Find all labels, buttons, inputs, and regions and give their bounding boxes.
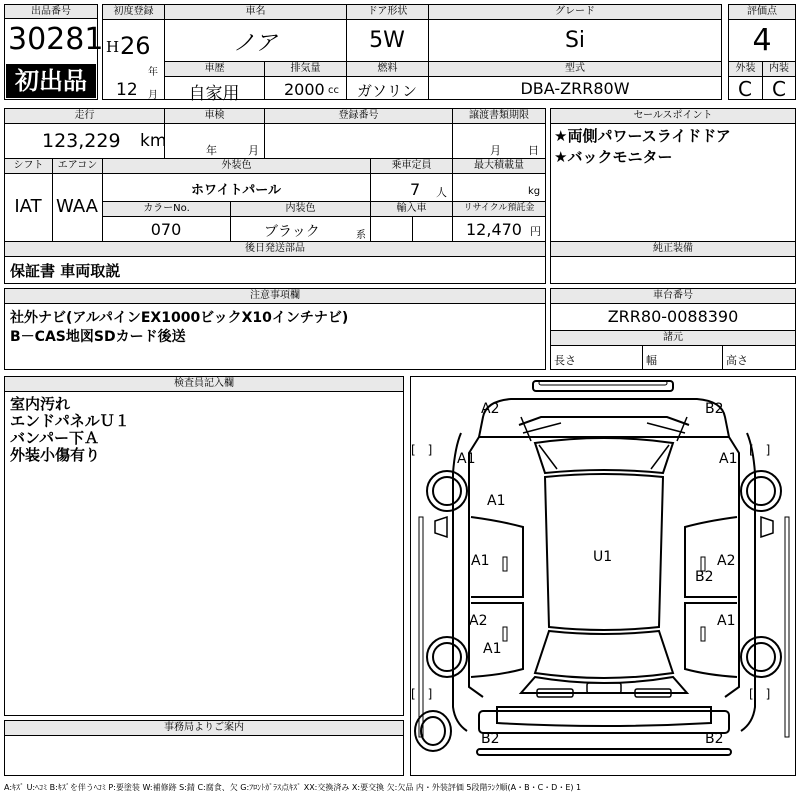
ext-color-value: ホワイトパール bbox=[190, 183, 282, 198]
max-load-label: 最大積載量 bbox=[452, 158, 546, 174]
mark-rear-left-quarter: A1 bbox=[483, 641, 502, 657]
damage-diagram bbox=[410, 376, 796, 776]
mileage-value: 123,229 bbox=[42, 130, 121, 152]
car-name-label: 車名 bbox=[164, 4, 347, 20]
displacement-value: 2000 bbox=[284, 80, 325, 99]
color-no-label: カラーNo. bbox=[102, 201, 231, 217]
history-label: 車歴 bbox=[164, 61, 265, 77]
grade-value: Si bbox=[564, 28, 586, 53]
recycle-value: 12,470 bbox=[466, 220, 522, 239]
sales-points-label: セールスポイント bbox=[550, 108, 796, 124]
mileage-unit: km bbox=[140, 131, 167, 151]
reg-year-unit: 年 bbox=[148, 67, 158, 78]
mark-front-right: B2 bbox=[705, 401, 724, 417]
genuine-label: 純正装備 bbox=[550, 241, 796, 257]
int-color-unit: 系 bbox=[356, 230, 366, 241]
mark-left-door-upper: A1 bbox=[487, 493, 506, 509]
color-no-value: 070 bbox=[150, 220, 182, 239]
model-label: 型式 bbox=[428, 61, 722, 77]
bracket-right-lower: [ ] bbox=[749, 687, 771, 701]
mark-fr-fender: A1 bbox=[719, 451, 738, 467]
score-label: 評価点 bbox=[728, 4, 796, 20]
sales-point-item: ★両側パワースライドドア bbox=[554, 127, 731, 145]
mark-left-door-rear: A2 bbox=[469, 613, 488, 629]
bracket-right-upper: [ ] bbox=[749, 443, 771, 457]
fuel-label: 燃料 bbox=[346, 61, 429, 77]
mark-right-door-front: A2 bbox=[717, 553, 736, 569]
fuel-value: ガソリン bbox=[356, 82, 417, 100]
inspector-line: バンパー下Ａ bbox=[10, 429, 99, 447]
mileage-label: 走行 bbox=[4, 108, 165, 124]
door-value: 5W bbox=[369, 28, 405, 53]
door-label: ドア形状 bbox=[346, 4, 429, 20]
inspector-label: 検査員記入欄 bbox=[4, 376, 404, 392]
later-parts-label: 後日発送部品 bbox=[4, 241, 546, 257]
shift-label: シフト bbox=[4, 158, 53, 174]
dims-length: 長さ bbox=[554, 354, 576, 367]
reg-era: H bbox=[106, 38, 120, 56]
sales-points-list bbox=[554, 128, 731, 166]
legend-footer: A:ｷｽﾞ U:ﾍｺﾐ B:ｷｽﾞを伴うﾍｺﾐ P:要塗装 W:補修跡 S:錆 C:腐食、欠 G:ﾌﾛﾝﾄｶﾞﾗｽ点ｷｽﾞ XX:交換済み X:要交換 欠:欠品 内・外装評価 5段階ﾗﾝｸ順(A・B・C・D・E) 1 bbox=[4, 783, 582, 792]
recycle-unit: 円 bbox=[530, 225, 541, 238]
model-value: DBA-ZRR80W bbox=[520, 79, 630, 98]
inspection-label: 車検 bbox=[164, 108, 265, 124]
bracket-left-upper: [ ] bbox=[411, 443, 433, 457]
inspector-lines bbox=[10, 396, 130, 464]
mark-front-left: A2 bbox=[481, 401, 500, 417]
mark-left-door-front: A1 bbox=[471, 553, 490, 569]
reg-month: 12 bbox=[116, 80, 138, 100]
mark-right-door-mid: B2 bbox=[695, 569, 714, 585]
office-label: 事務局よりご案内 bbox=[4, 720, 404, 736]
first-listing-badge: 初出品 bbox=[6, 64, 96, 98]
transfer-month-unit: 月 bbox=[490, 144, 501, 157]
car-outline-svg bbox=[411, 377, 796, 776]
car-name: ノア bbox=[232, 31, 277, 56]
notes-line: 社外ナビ(アルパインEX1000ビックX10インチナビ) bbox=[10, 310, 349, 326]
mark-roof: U1 bbox=[593, 549, 613, 565]
int-color-value: ブラック bbox=[264, 224, 320, 240]
score-int-label: 内装 bbox=[762, 61, 796, 77]
transfer-label: 譲渡書類期限 bbox=[452, 108, 546, 124]
int-color-label: 内装色 bbox=[230, 201, 371, 217]
grade-label: グレード bbox=[428, 4, 722, 20]
notes-lines bbox=[10, 310, 348, 346]
transfer-day-unit: 日 bbox=[528, 144, 539, 157]
import-label: 輸入車 bbox=[370, 201, 453, 217]
lot-number: 30281 bbox=[8, 22, 104, 57]
inspection-month-unit: 月 bbox=[248, 144, 259, 157]
notes-line: B－CAS地図SDカード後送 bbox=[10, 329, 186, 345]
max-load-unit: kg bbox=[528, 186, 541, 197]
reg-year: 26 bbox=[120, 32, 151, 60]
displacement-label: 排気量 bbox=[264, 61, 347, 77]
capacity-unit: 人 bbox=[436, 186, 447, 199]
capacity-label: 乗車定員 bbox=[370, 158, 453, 174]
chassis-value: ZRR80-0088390 bbox=[607, 307, 739, 326]
dims-width: 幅 bbox=[646, 354, 657, 367]
aircon-value: WAA bbox=[56, 196, 98, 217]
recycle-label: リサイクル預託金 bbox=[452, 201, 546, 217]
inspector-line: 外装小傷有り bbox=[10, 446, 101, 464]
plate-label: 登録番号 bbox=[264, 108, 453, 124]
score-interior: C bbox=[772, 77, 786, 101]
mark-fl-fender: A1 bbox=[457, 451, 476, 467]
capacity-value: 7 bbox=[410, 180, 421, 199]
notes-label: 注意事項欄 bbox=[4, 288, 546, 304]
displacement-unit: cc bbox=[328, 85, 339, 96]
mark-right-door-rear: A1 bbox=[717, 613, 736, 629]
score-ext-label: 外装 bbox=[728, 61, 763, 77]
reg-month-unit: 月 bbox=[148, 90, 158, 101]
score-exterior: C bbox=[738, 77, 752, 101]
mark-rear-right: B2 bbox=[705, 731, 724, 747]
inspector-line: エンドパネルＵ１ bbox=[10, 412, 130, 430]
first-reg-label: 初度登録 bbox=[102, 4, 165, 20]
sales-point-item: ★バックモニター bbox=[554, 148, 673, 166]
inspector-line: 室内汚れ bbox=[10, 395, 71, 413]
aircon-label: エアコン bbox=[52, 158, 103, 174]
dims-height: 高さ bbox=[726, 354, 748, 367]
bracket-left-lower: [ ] bbox=[411, 687, 433, 701]
lot-number-label: 出品番号 bbox=[4, 4, 98, 19]
shift-value: IAT bbox=[14, 196, 42, 217]
ext-color-label: 外装色 bbox=[102, 158, 371, 174]
inspection-year-unit: 年 bbox=[206, 144, 217, 157]
chassis-label: 車台番号 bbox=[550, 288, 796, 304]
score-value: 4 bbox=[752, 23, 772, 58]
history-value: 自家用 bbox=[188, 84, 240, 104]
mark-rear-left: B2 bbox=[481, 731, 500, 747]
dims-label: 諸元 bbox=[550, 330, 796, 346]
later-parts-value: 保証書 車両取説 bbox=[10, 262, 121, 280]
